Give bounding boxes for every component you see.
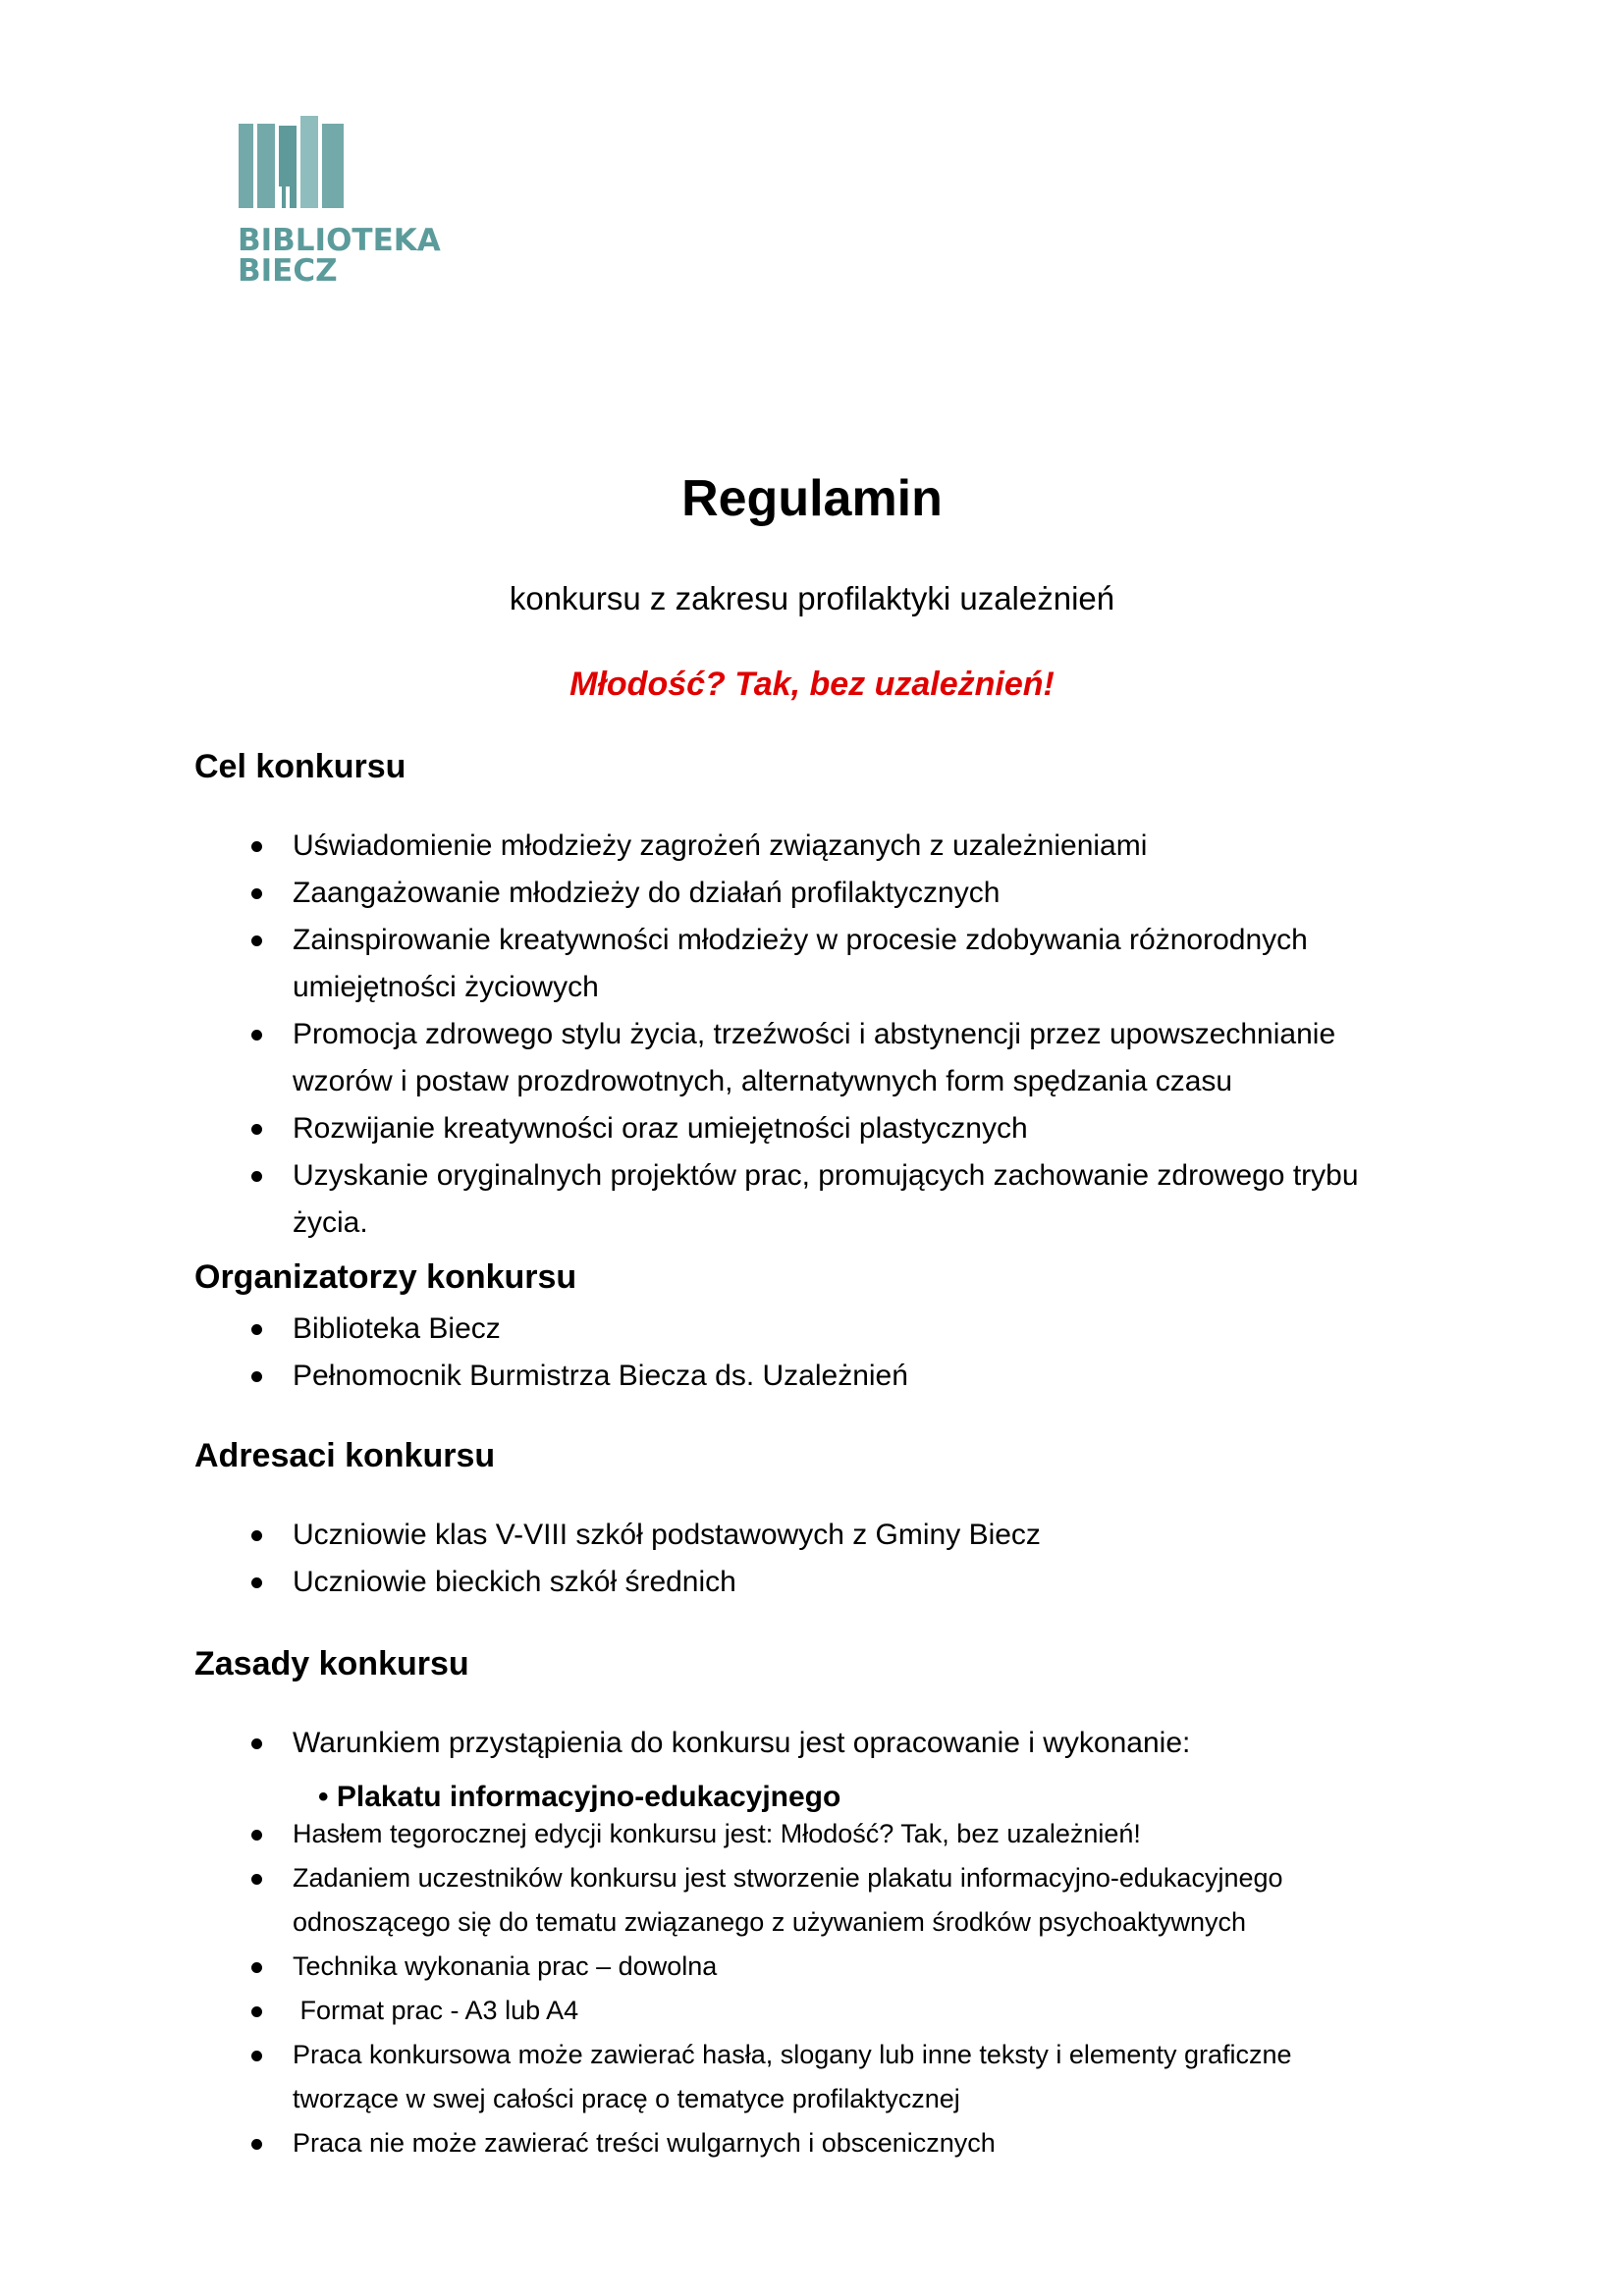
list-item [0, 1152, 1624, 1247]
list-item-continuation: tworzące w swej całości pracę o tematyce profilaktycznej [293, 2084, 960, 2113]
list-item [0, 1512, 1624, 1559]
list-item [0, 2121, 1624, 2165]
list-item-text: Format prac - A3 lub A4 [293, 1996, 579, 2025]
list-item [0, 1011, 1624, 1105]
list-item-text: Technika wykonania prac – dowolna [293, 1951, 718, 1981]
library-logo [238, 116, 444, 298]
list-item-text: Uzyskanie oryginalnych projektów prac, promujących zachowanie zdrowego trybu [293, 1159, 1359, 1192]
list-subitem-bold: • Plakatu informacyjno-edukacyjnego [293, 1767, 1624, 1828]
list-item-text: Zainspirowanie kreatywności młodzieży w procesie zdobywania różnorodnych [293, 924, 1308, 956]
list-item-continuation: umiejętności życiowych [293, 971, 599, 1003]
list-item [0, 1105, 1624, 1152]
zasady-list [0, 1812, 1624, 2165]
list-item [0, 1559, 1624, 1606]
library-logo-wordmark [238, 223, 441, 289]
library-logo-icon [238, 116, 346, 210]
list-item [0, 2033, 1624, 2121]
section-heading-zasady: Zasady konkursu [194, 1645, 469, 1682]
section-heading-adresaci: Adresaci konkursu [194, 1437, 496, 1474]
list-item [0, 823, 1624, 870]
list-item-text: Uświadomienie młodzieży zagrożeń związanych z uzależnieniami [293, 829, 1148, 862]
list-item-text: Praca nie może zawierać treści wulgarnych i obscenicznych [293, 2128, 996, 2158]
list-item-text: Promocja zdrowego stylu życia, trzeźwości i abstynencji przez upowszechnianie [293, 1018, 1336, 1050]
section-heading-organizatorzy: Organizatorzy konkursu [194, 1258, 577, 1296]
list-item-text: Praca konkursowa może zawierać hasła, slogany lub inne teksty i elementy graficzne [293, 2040, 1292, 2069]
list-item-continuation: życia. [293, 1206, 368, 1239]
list-item [0, 1989, 1624, 2033]
list-item-text: Uczniowie klas V-VIII szkół podstawowych z Gminy Biecz [293, 1519, 1041, 1551]
contest-motto: Młodość? Tak, bez uzależnień! [569, 666, 1055, 703]
section-heading-cel: Cel konkursu [194, 748, 406, 785]
list-item-text: Uczniowie bieckich szkół średnich [293, 1566, 736, 1598]
adresaci-list [0, 1512, 1624, 1606]
list-item [0, 1353, 1624, 1400]
list-item-text: Warunkiem przystąpienia do konkursu jest opracowanie i wykonanie: [293, 1727, 1191, 1759]
list-item [0, 917, 1624, 1011]
list-item [0, 1306, 1624, 1353]
list-item-text: Biblioteka Biecz [293, 1312, 501, 1345]
list-item [0, 870, 1624, 917]
list-item [0, 1856, 1624, 1945]
list-item-continuation: odnoszącego się do tematu związanego z używaniem środków psychoaktywnych [293, 1907, 1247, 1937]
list-item-text: Hasłem tegorocznej edycji konkursu jest: Młodość? Tak, bez uzależnień! [293, 1819, 1141, 1848]
list-item-continuation: wzorów i postaw prozdrowotnych, alternatywnych form spędzania czasu [293, 1065, 1233, 1097]
logo-line-2: BIECZ [238, 253, 338, 289]
list-item [0, 1812, 1624, 1856]
cel-list [0, 823, 1624, 1247]
list-item [0, 1945, 1624, 1989]
logo-line-1: BIBLIOTEKA [238, 223, 441, 258]
organizatorzy-list [0, 1306, 1624, 1400]
list-item-text: Zadaniem uczestników konkursu jest stworzenie plakatu informacyjno-edukacyjnego [293, 1863, 1283, 1893]
document-subtitle: konkursu z zakresu profilaktyki uzależnień [509, 580, 1115, 616]
list-item-text: Rozwijanie kreatywności oraz umiejętności plastycznych [293, 1112, 1028, 1145]
document-title: Regulamin [681, 470, 943, 527]
list-item-text: Zaangażowanie młodzieży do działań profilaktycznych [293, 877, 1001, 909]
list-item-text: Pełnomocnik Burmistrza Biecza ds. Uzależnień [293, 1360, 908, 1392]
